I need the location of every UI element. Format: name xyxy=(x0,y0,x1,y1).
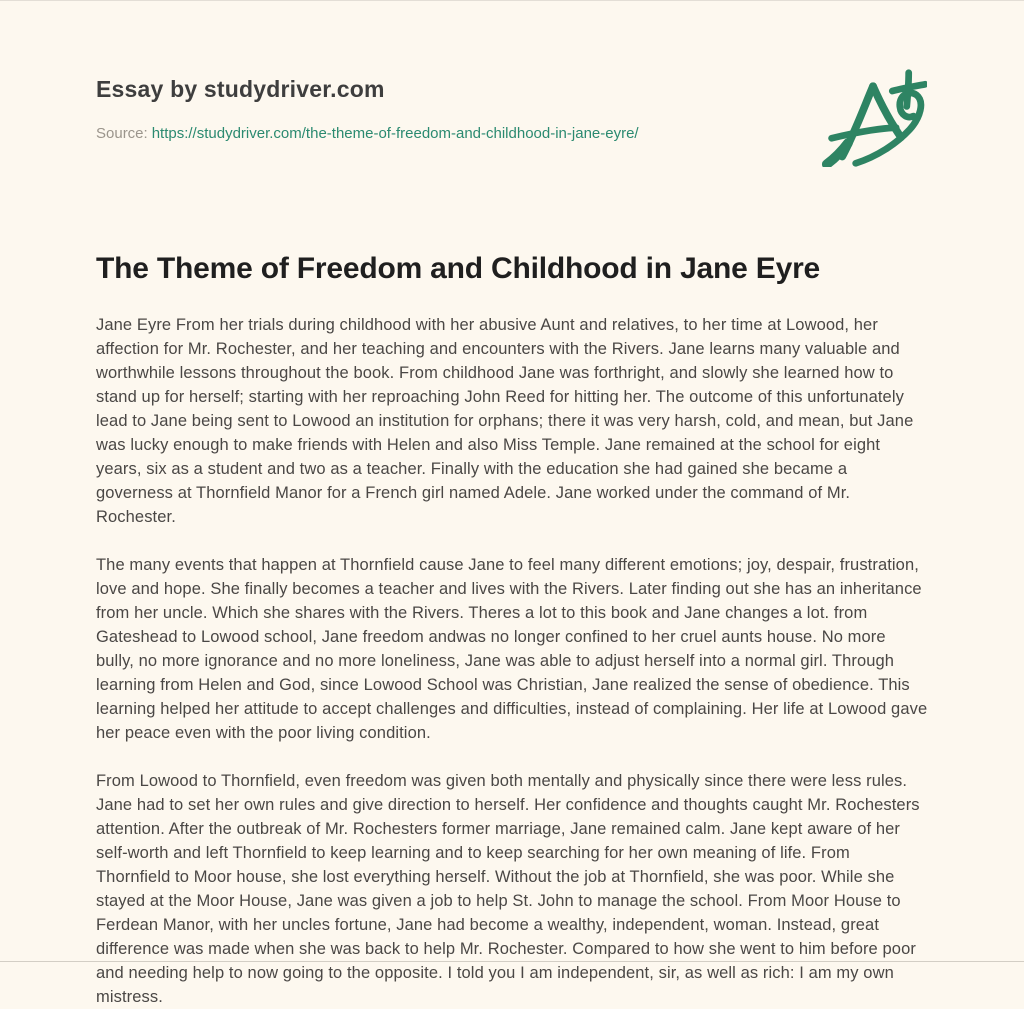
essay-paragraph-2: The many events that happen at Thornfield cause Jane to feel many different emotions; joy, despair, frustration, love and hope. She finally becomes a teacher and lives with the Rivers. Later finding out she has an inheritance from her uncle. Which she shares with the Rivers. Theres a lot to this book and Jane changes a lot. from Gateshead to Lowood school, Jane freedom andwas no longer confined to her cruel aunts house. No more bully, no more ignorance and no more loneliness, Jane was able to adjust herself into a normal girl. Through learning from Helen and God, since Lowood School was Christian, Jane realized the sense of obedience. This learning helped her attitude to accept challenges and difficulties, instead of complaining. Her life at Lowood gave her peace even with the poor living condition. xyxy=(96,556,928,743)
essay-paragraph-3: From Lowood to Thornfield, even freedom was given both mentally and physically since there were less rules. Jane had to set her own rules and give direction to herself. Her confidence and thoughts caught Mr. Rochesters attention. After the outbreak of Mr. Rochesters former marriage, Jane remained calm. Jane kept aware of her self-worth and left Thornfield to keep learning and to keep searching for her own meaning of life. From Thornfield to Moor house, she lost everything herself. Without the job at Thornfield, she was poor. While she stayed at the Moor House, Jane was given a job to help St. John to manage the school. From Moor House to Ferdean Manor, with her uncles fortune, Jane had become a wealthy, independent, woman. Instead, great difference was made when she was back to help Mr. Rochester. Compared to how she went to him before poor and needing help to now going to the opposite. I told you I am independent, sir, as well as rich: I am my own mistress. xyxy=(96,772,920,1007)
essay-document xyxy=(0,1,1024,1009)
source-label: Source: xyxy=(96,125,148,143)
a-plus-logo-icon xyxy=(821,69,927,167)
source-link[interactable]: https://studydriver.com/the-theme-of-freedom-and-childhood-in-jane-eyre/ xyxy=(151,125,639,143)
studydriver-logo xyxy=(821,69,927,167)
source-row xyxy=(96,125,928,143)
essay-title: The Theme of Freedom and Childhood in Jane Eyre xyxy=(96,252,821,286)
essay-paragraph-1: Jane Eyre From her trials during childhood with her abusive Aunt and relatives, to her time at Lowood, her affection for Mr. Rochester, and her teaching and encounters with the Rivers. Jane learns many valuable and worthwhile lessons throughout the book. From childhood Jane was forthright, and slowly she learned how to stand up for herself; starting with her reproaching John Reed for hitting her. The outcome of this unfortunately lead to Jane being sent to Lowood an institution for orphans; there it was very harsh, cold, and mean, but Jane was lucky enough to make friends with Helen and also Miss Temple. Jane remained at the school for eight years, six as a student and two as a teacher. Finally with the education she had gained she became a governess at Thornfield Manor for a French girl named Adele. Jane worked under the command of Mr. Rochester. xyxy=(96,316,914,527)
essay-byline: Essay by studydriver.com xyxy=(96,76,385,102)
essay-body xyxy=(96,313,928,1009)
